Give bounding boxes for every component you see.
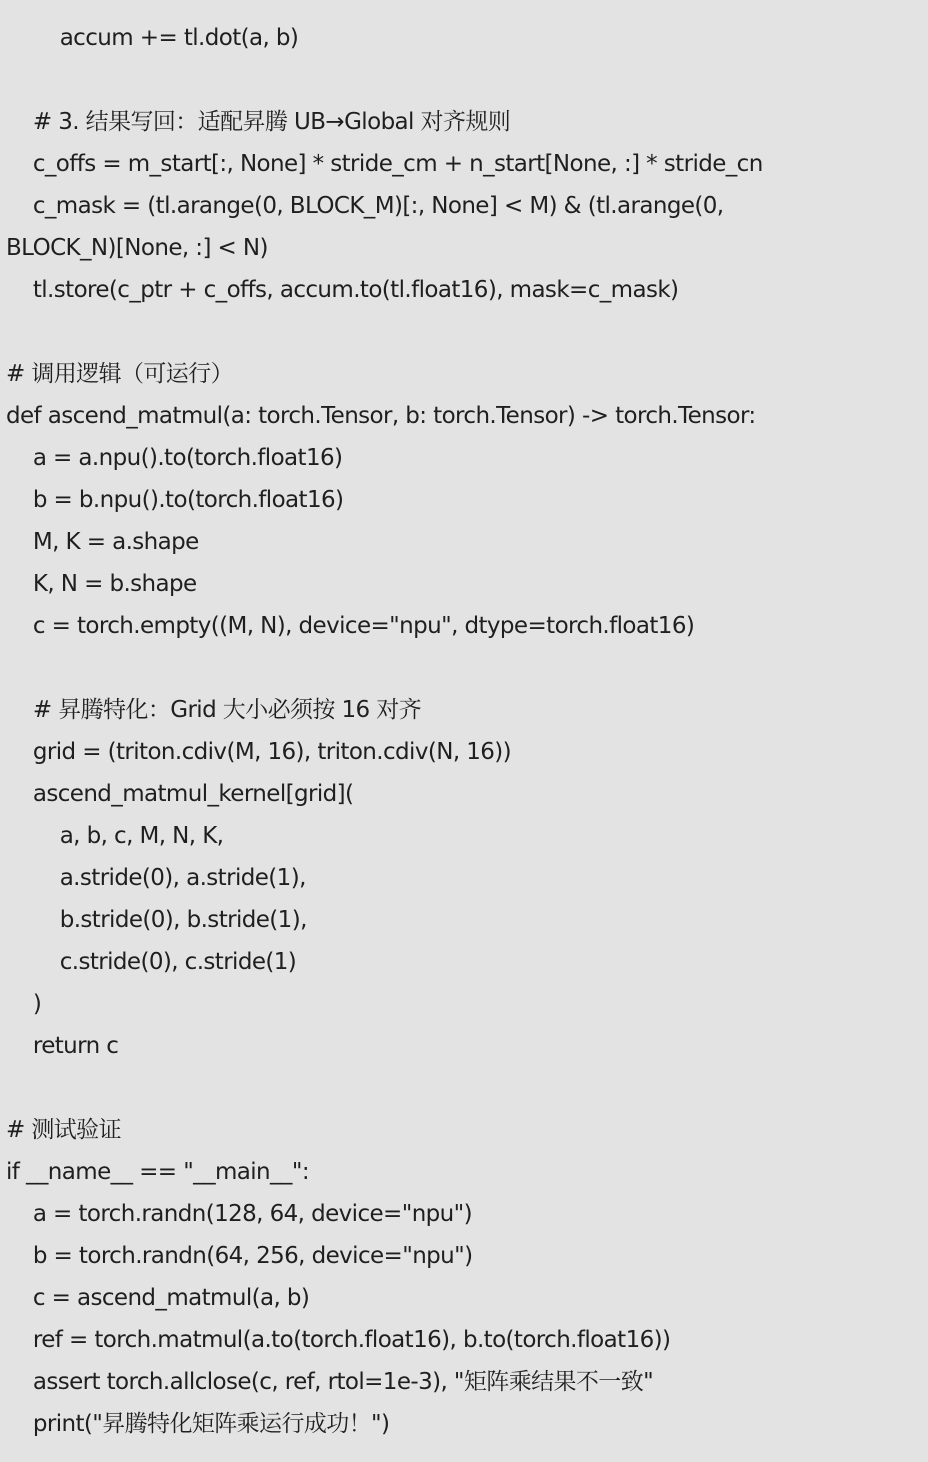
code-line: ) [6, 991, 42, 1017]
code-line: c = torch.empty((M, N), device="npu", dtype=torch.float16) [6, 613, 695, 639]
code-line: a = a.npu().to(torch.float16) [6, 445, 343, 471]
code-line: a = torch.randn(128, 64, device="npu") [6, 1201, 472, 1227]
code-line: ref = torch.matmul(a.to(torch.float16), b.to(torch.float16)) [6, 1327, 671, 1353]
code-line: K, N = b.shape [6, 571, 197, 597]
code-line: c = ascend_matmul(a, b) [6, 1285, 310, 1311]
code-line: return c [6, 1033, 119, 1059]
code-line: # 昇腾特化：Grid 大小必须按 16 对齐 [6, 697, 422, 723]
code-line: BLOCK_N)[None, :] < N) [6, 235, 268, 261]
code-line: print("昇腾特化矩阵乘运行成功！") [6, 1411, 390, 1437]
code-line: a, b, c, M, N, K, [6, 823, 224, 849]
code-line: grid = (triton.cdiv(M, 16), triton.cdiv(N, 16)) [6, 739, 512, 765]
code-line: M, K = a.shape [6, 529, 199, 555]
code-line: ascend_matmul_kernel[grid]( [6, 781, 354, 807]
code-line: a.stride(0), a.stride(1), [6, 865, 306, 891]
code-line: c.stride(0), c.stride(1) [6, 949, 297, 975]
code-line: def ascend_matmul(a: torch.Tensor, b: torch.Tensor) -> torch.Tensor: [6, 403, 756, 429]
code-line: tl.store(c_ptr + c_offs, accum.to(tl.float16), mask=c_mask) [6, 277, 679, 303]
code-line: # 调用逻辑（可运行） [6, 361, 233, 387]
code-line: # 3. 结果写回：适配昇腾 UB→Global 对齐规则 [6, 109, 511, 135]
code-line: c_mask = (tl.arange(0, BLOCK_M)[:, None] < M) & (tl.arange(0, [6, 193, 724, 219]
code-line: assert torch.allclose(c, ref, rtol=1e-3), "矩阵乘结果不一致" [6, 1369, 654, 1395]
code-line: # 测试验证 [6, 1117, 121, 1143]
code-line: c_offs = m_start[:, None] * stride_cm + n_start[None, :] * stride_cn [6, 151, 763, 177]
code-line: b = b.npu().to(torch.float16) [6, 487, 344, 513]
code-line: b = torch.randn(64, 256, device="npu") [6, 1243, 473, 1269]
code-line: accum += tl.dot(a, b) [6, 25, 299, 51]
code-line: b.stride(0), b.stride(1), [6, 907, 307, 933]
code-line: if __name__ == "__main__": [6, 1159, 309, 1185]
